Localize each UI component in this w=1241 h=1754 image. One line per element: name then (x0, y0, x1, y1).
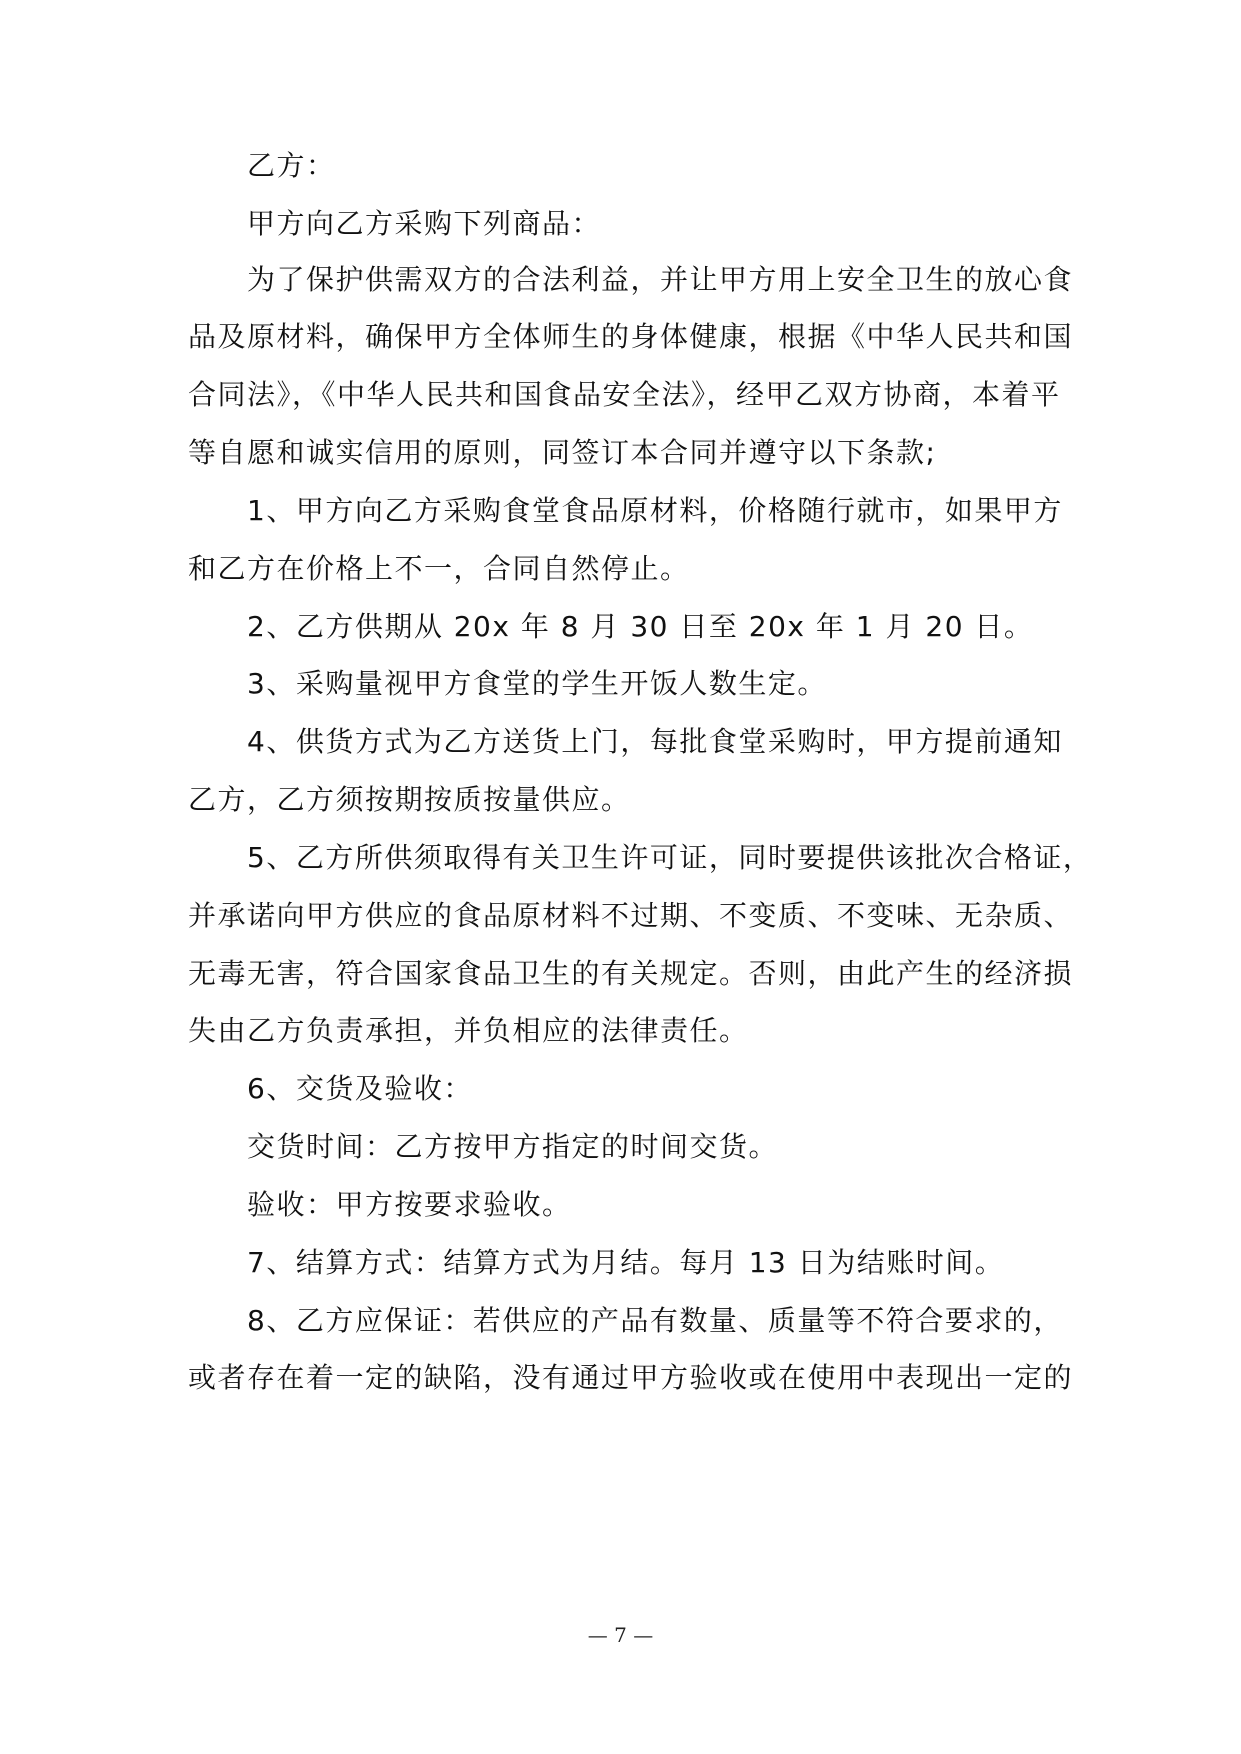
text-line: 6、交货及验收： (247, 1072, 473, 1105)
text-line: 品及原材料，确保甲方全体师生的身体健康，根据《中华人民共和国 (188, 320, 1074, 353)
text-line: 1、甲方向乙方采购食堂食品原材料，价格随行就市，如果甲方 (247, 494, 1063, 527)
text-line: 失由乙方负责承担，并负相应的法律责任。 (188, 1014, 749, 1047)
text-line: 甲方向乙方采购下列商品： (247, 207, 602, 240)
text-line: 并承诺向甲方供应的食品原材料不过期、不变质、不变味、无杂质、 (188, 899, 1074, 932)
text-line: 4、供货方式为乙方送货上门，每批食堂采购时，甲方提前通知 (247, 725, 1063, 758)
text-line: 合同法》，《中华人民共和国食品安全法》，经甲乙双方协商，本着平 (188, 378, 1061, 411)
text-line: 和乙方在价格上不一，合同自然停止。 (188, 552, 690, 585)
text-line: 5、乙方所供须取得有关卫生许可证，同时要提供该批次合格证， (247, 841, 1093, 874)
text-line: 7、结算方式：结算方式为月结。每月 13 日为结账时间。 (247, 1246, 1005, 1279)
text-line: 等自愿和诚实信用的原则，同签订本合同并遵守以下条款; (188, 436, 937, 469)
text-line: 2、乙方供期从 20x 年 8 月 30 日至 20x 年 1 月 20 日。 (247, 610, 1034, 643)
text-line: 为了保护供需双方的合法利益，并让甲方用上安全卫生的放心食 (247, 263, 1074, 296)
text-line: 乙方，乙方须按期按质按量供应。 (188, 783, 631, 816)
text-line: 或者存在着一定的缺陷，没有通过甲方验收或在使用中表现出一定的 (188, 1361, 1074, 1394)
text-line: 无毒无害，符合国家食品卫生的有关规定。否则，由此产生的经济损 (188, 957, 1074, 990)
text-line: 交货时间：乙方按甲方指定的时间交货。 (247, 1130, 779, 1163)
text-line: 8、乙方应保证：若供应的产品有数量、质量等不符合要求的， (247, 1304, 1063, 1337)
text-line: 验收：甲方按要求验收。 (247, 1188, 572, 1221)
text-line: 3、采购量视甲方食堂的学生开饭人数生定。 (247, 667, 827, 700)
text-line: 乙方： (247, 149, 336, 182)
page-number: — 7 — (587, 1623, 654, 1647)
